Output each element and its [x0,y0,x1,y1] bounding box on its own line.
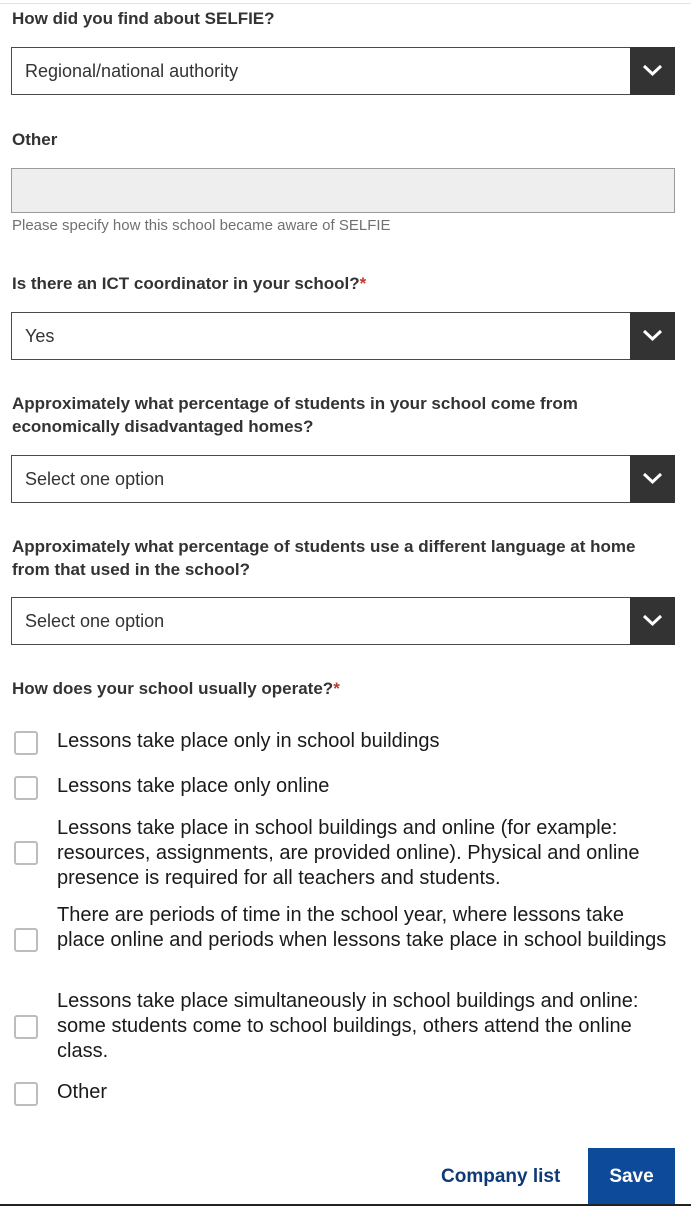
chevron-down-icon [642,470,663,486]
operate-option-label: Lessons take place only in school buildings [57,730,440,752]
bottom-divider [0,1204,691,1206]
checkbox[interactable] [14,1015,38,1039]
checkbox[interactable] [14,1082,38,1106]
checkbox[interactable] [14,928,38,952]
disadvantaged-select-value: Select one option [25,469,165,489]
operate-option-label: Other [57,1081,108,1103]
operate-question [12,677,677,700]
operate-question-label: How does your school usually operate? [12,679,334,698]
ict-question [12,272,677,295]
chevron-down-icon [642,612,663,628]
top-divider [0,3,691,4]
save-button[interactable]: Save [588,1148,675,1205]
language-question: Approximately what percentage of students use a different language at home from that used in the school? [12,537,636,579]
company-list-link[interactable]: Company list [441,1166,561,1187]
ict-dropdown-button[interactable] [630,312,675,360]
chevron-down-icon [642,62,663,78]
find-about-select[interactable] [11,47,675,95]
disadvantaged-select[interactable] [11,455,675,503]
checkbox[interactable] [14,731,38,755]
chevron-down-icon [642,327,663,343]
find-about-question: How did you find about SELFIE? [12,9,275,28]
other-help-text: Please specify how this school became aware of SELFIE [12,217,391,234]
disadvantaged-dropdown-button[interactable] [630,455,675,503]
ict-question-label: Is there an ICT coordinator in your school? [12,274,360,293]
find-about-dropdown-button[interactable] [630,47,675,95]
language-dropdown-button[interactable] [630,597,675,645]
checkbox[interactable] [14,776,38,800]
checkbox[interactable] [14,841,38,865]
operate-option-label: Lessons take place simultaneously in school buildings and online: some students come to school buildings, others attend the online class. [57,990,639,1062]
other-input[interactable] [11,168,675,213]
operate-option-label: Lessons take place in school buildings and online (for example: resources, assignments, are provided online). Physical and online presence is required for all teachers and students. [57,817,640,889]
language-select-value: Select one option [25,611,165,631]
operate-option-label: Lessons take place only online [57,775,330,797]
required-asterisk: * [333,679,340,698]
find-about-select-value: Regional/national authority [25,61,239,81]
ict-select-value: Yes [25,326,55,346]
other-question: Other [12,130,58,149]
ict-select[interactable] [11,312,675,360]
required-asterisk: * [359,274,367,293]
disadvantaged-question: Approximately what percentage of students in your school come from economically disadvantaged homes? [12,394,578,436]
language-select[interactable] [11,597,675,645]
operate-option-label: There are periods of time in the school year, where lessons take place online and periods when lessons take place in school buildings [57,904,667,951]
